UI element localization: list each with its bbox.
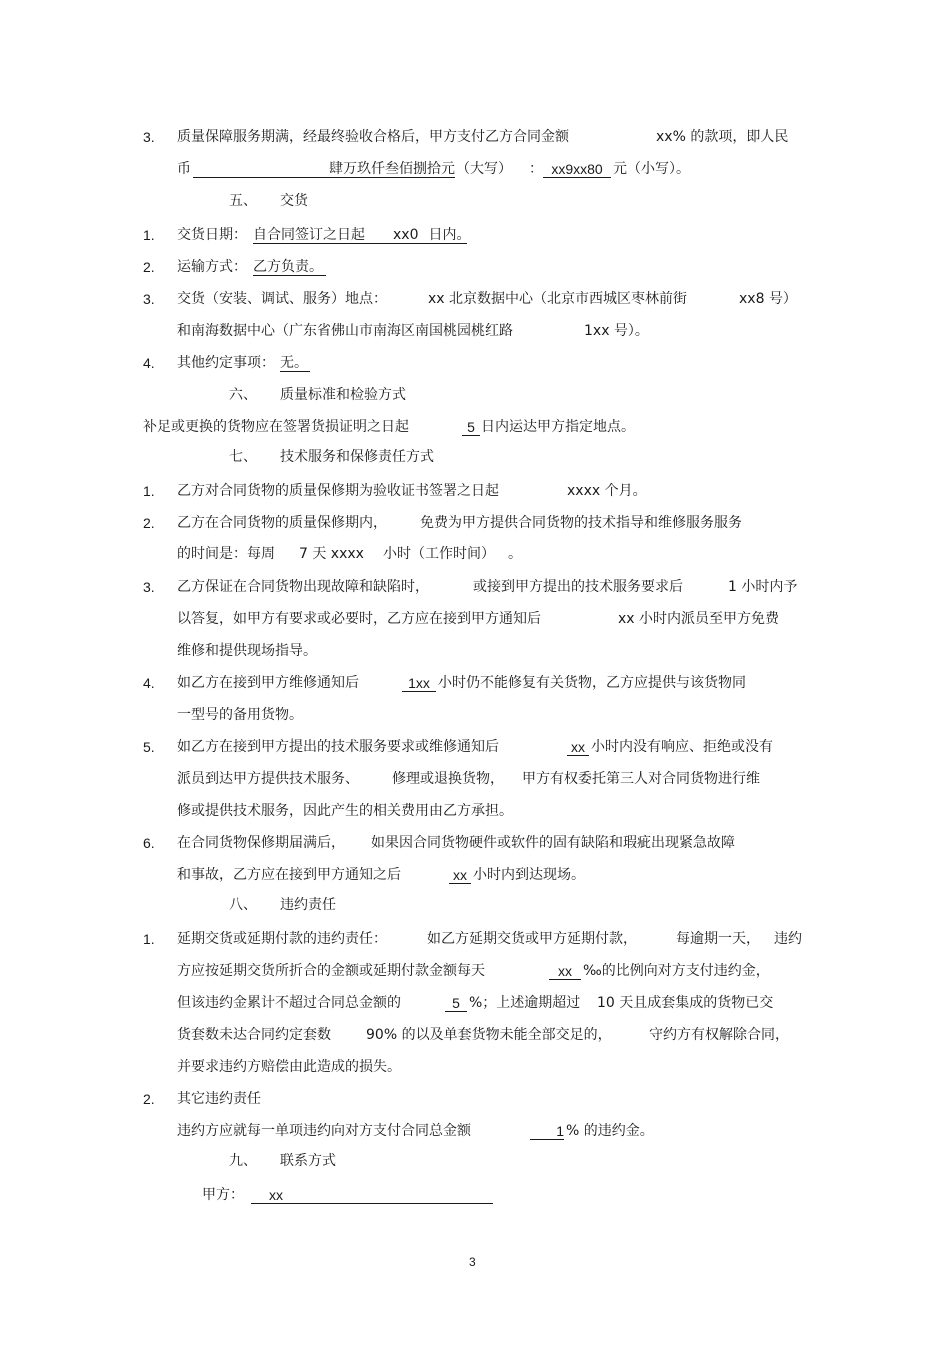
paragraph-text: 自合同签订之日起 [253,227,365,243]
section-heading: 违约责任 [280,897,336,913]
item-number: 2. [143,515,155,531]
paragraph-text: xxxx 个月。 [567,483,647,499]
item-number: 4. [143,675,155,691]
fill-value: 1 [530,1123,564,1140]
paragraph-text: 小时内没有响应、拒绝或没有 [591,739,773,755]
paragraph-text: 。 [508,546,522,562]
item-number: 1. [143,931,155,947]
party-a-label: 甲方： [202,1187,244,1203]
amount-lowercase: xx9xx80 [543,161,611,178]
item-number: 4. [143,355,155,371]
section-number: 九、 [229,1153,257,1169]
paragraph-text: 乙方保证在合同货物出现故障和缺陷时， [177,579,429,595]
paragraph-text: 方应按延期交货所折合的金额或延期付款金额每天 [177,963,485,979]
paragraph-text: 派员到达甲方提供技术服务、 [177,771,359,787]
paragraph-text: 质量保障服务期满，经最终验收合格后，甲方支付乙方合同金额 [177,129,569,145]
paragraph-text: 修或提供技术服务，因此产生的相关费用由乙方承担。 [177,803,513,819]
section-number: 七、 [229,449,257,465]
paragraph-text: 在合同货物保修期届满后， [177,835,345,851]
section-heading: 联系方式 [280,1153,336,1169]
paragraph-text: 货套数未达合同约定套数 [177,1027,331,1043]
paragraph-text: 延期交货或延期付款的违约责任： [177,931,387,947]
paragraph-text: 小时仍不能修复有关货物，乙方应提供与该货物同 [438,675,746,691]
paragraph-text: %；上述逾期超过 [469,995,581,1011]
paragraph-text: 其他约定事项： [177,355,275,371]
paragraph-text: 如乙方在接到甲方维修通知后 [177,675,359,691]
item-number: 1. [143,227,155,243]
paragraph-text: xx 小时内派员至甲方免费 [618,611,780,627]
paragraph-text: 和南海数据中心（广东省佛山市南海区南国桃园桃红路 [177,323,513,339]
fill-value: 无。 [280,355,308,371]
section-number: 八、 [229,897,257,913]
fill-value: 5 [445,995,467,1012]
fill-value: xx0 [393,227,419,243]
paragraph-text: 守约方有权解除合同， [649,1027,789,1043]
paragraph-text: 交货日期： [177,227,247,243]
section-number: 六、 [229,387,257,403]
paragraph-text: 补足或更换的货物应在签署货损证明之日起 [143,419,409,435]
amount-uppercase: 肆万玖仟叁佰捌拾元 [193,161,455,178]
party-a-field: xx [251,1187,493,1204]
item-number: 2. [143,1091,155,1107]
section-heading: 质量标准和检验方式 [280,387,406,403]
paragraph-text: 日内。 [428,227,471,243]
paragraph-text: 10 天且成套集成的货物已交 [597,995,774,1011]
paragraph-text: 7 天 xxxx [299,546,364,562]
paragraph-text: 交货（安装、调试、服务）地点： [177,291,387,307]
paragraph-text: xx8 号） [739,291,797,307]
paragraph-text: 元（小写）。 [613,161,690,177]
paragraph-text: 币 [177,161,191,177]
paragraph-text: 甲方有权委托第三人对合同货物进行维 [522,771,760,787]
paragraph-text: 违约方应就每一单项违约向对方支付合同总金额 [177,1123,471,1139]
paragraph-text: 小时内到达现场。 [473,867,585,883]
paragraph-text: ： [529,161,543,177]
fill-value: xx [567,739,589,756]
item-number: 6. [143,835,155,851]
paragraph-text: 每逾期一天， [676,931,760,947]
page-number: 3 [469,1255,476,1269]
paragraph-text: 如乙方在接到甲方提出的技术服务要求或维修通知后 [177,739,499,755]
item-number: 3. [143,291,155,307]
fill-value: 乙方负责。 [253,259,326,276]
paragraph-text: 1xx 号）。 [584,323,649,339]
paragraph-text: xx 北京数据中心（北京市西城区枣林前街 [428,291,688,307]
paragraph-text: 日内运达甲方指定地点。 [481,419,635,435]
paragraph-text: xx% 的款项，即人民 [656,129,789,145]
paragraph-text: 免费为甲方提供合同货物的技术指导和维修服务服务 [420,515,742,531]
paragraph-text: % 的违约金。 [566,1123,654,1139]
paragraph-text: 或接到甲方提出的技术服务要求后 [473,579,683,595]
paragraph-text: 乙方对合同货物的质量保修期为验收证书签署之日起 [177,483,499,499]
paragraph-text: 如果因合同货物硬件或软件的固有缺陷和瑕疵出现紧急故障 [371,835,735,851]
paragraph-text: （大写） [456,161,512,177]
item-number: 2. [143,259,155,275]
paragraph-text: 乙方在合同货物的质量保修期内， [177,515,387,531]
paragraph-text: 其它违约责任 [177,1091,261,1107]
fill-value: 1xx [402,675,436,692]
paragraph-text: 维修和提供现场指导。 [177,643,317,659]
paragraph-text: 以答复，如甲方有要求或必要时，乙方应在接到甲方通知后 [177,611,541,627]
fill-value: xx [449,867,471,884]
paragraph-text: 运输方式： [177,259,247,275]
section-heading: 交货 [280,193,308,209]
paragraph-text: 修理或退换货物， [392,771,504,787]
delivery-date-field [253,227,471,244]
paragraph-text: ‰的比例向对方支付违约金， [583,963,770,979]
section-number: 五、 [229,193,257,209]
paragraph-text: 违约 [774,931,802,947]
paragraph-text: 的时间是：每周 [177,546,275,562]
item-number: 5. [143,739,155,755]
item-number: 3. [143,129,155,145]
paragraph-text: 并要求违约方赔偿由此造成的损失。 [177,1059,401,1075]
section-heading: 技术服务和保修责任方式 [280,449,434,465]
fill-value: xx [549,963,581,980]
paragraph-text: 但该违约金累计不超过合同总金额的 [177,995,401,1011]
paragraph-text: 1 小时内予 [728,579,798,595]
paragraph-text: 90% 的以及单套货物未能全部交足的， [366,1027,612,1043]
paragraph-text: 一型号的备用货物。 [177,707,303,723]
item-number: 1. [143,483,155,499]
fill-value: 5 [462,419,480,436]
paragraph-text: 小时（工作时间） [383,546,495,562]
item-number: 3. [143,579,155,595]
paragraph-text: 如乙方延期交货或甲方延期付款， [427,931,637,947]
paragraph-text: 和事故，乙方应在接到甲方通知之后 [177,867,401,883]
